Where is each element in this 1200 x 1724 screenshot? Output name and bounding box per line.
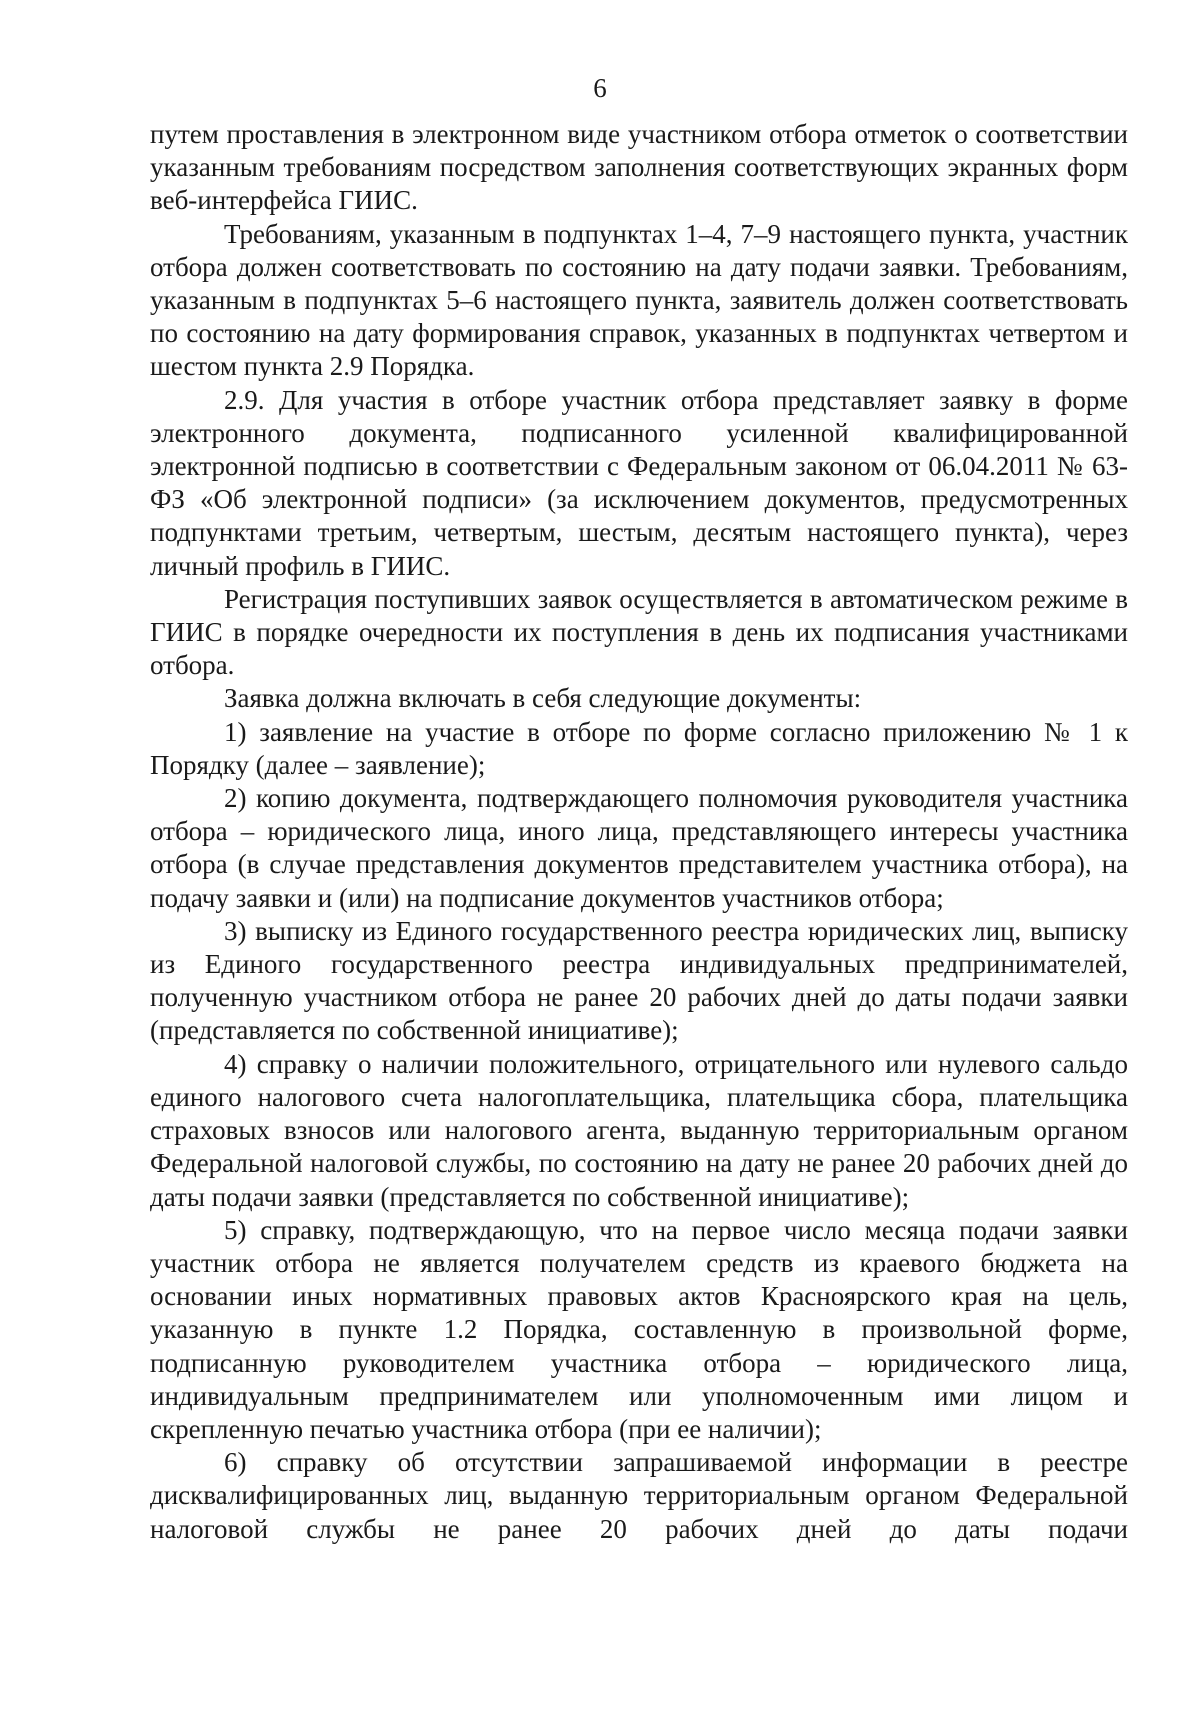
list-item-4: 4) справку о наличии положительного, отрицательного или нулевого сальдо единого налогового счета налогоплательщика, плательщика сбора, плательщика страховых взносов или налогового агента, выданную территориальным органом Федеральной налоговой службы, по состоянию на дату не ранее 20 рабочих дней до даты подачи заявки (представляется по собственной инициативе); [150, 1048, 1128, 1212]
list-item-5: 5) справку, подтверждающую, что на первое число месяца подачи заявки участник отбора не является получателем средств из краевого бюджета на основании иных нормативных правовых актов Красноярского края на цель, указанную в пункте 1.2 Порядка, составленную в произвольной форме, подписанную руководителем участника отбора – юридического лица, индивидуальным предпринимателем или уполномоченным ими лицом и скрепленную печатью участника отбора (при ее наличии); [150, 1214, 1128, 1444]
document-body [150, 118, 1128, 1546]
paragraph-registration: Регистрация поступивших заявок осуществляется в автоматическом режиме в ГИИС в порядке очередности их поступления в день их подписания участниками отбора. [150, 583, 1128, 681]
paragraph-continuation: путем проставления в электронном виде участником отбора отметок о соответствии указанным требованиям посредством заполнения соответствующих экранных форм веб-интерфейса ГИИС. [150, 119, 1128, 216]
paragraph-documents-intro: Заявка должна включать в себя следующие документы: [224, 683, 862, 714]
list-item-6: 6) справку об отсутствии запрашиваемой информации в реестре дисквалифицированных лиц, выданную территориальным органом Федеральной налоговой службы не ранее 20 рабочих дней до даты подачи [150, 1447, 1128, 1544]
paragraph-requirements: Требованиям, указанным в подпунктах 1–4, 7–9 настоящего пункта, участник отбора должен соответствовать по состоянию на дату подачи заявки. Требованиям, указанным в подпунктах 5–6 настоящего пункта, заявитель должен соответствовать по состоянию на дату формирования справок, указанных в подпунктах четвертом и шестом пункта 2.9 Порядка. [150, 218, 1128, 382]
paragraph-2-9: 2.9. Для участия в отборе участник отбора представляет заявку в форме электронного документа, подписанного усиленной квалифицированной электронной подписью в соответствии с Федеральным законом от 06.04.2011 № 63-ФЗ «Об электронной подписи» (за исключением документов, предусмотренных подпунктами третьим, четвертым, шестым, десятым настоящего пункта), через личный профиль в ГИИС. [150, 384, 1128, 581]
list-item-1: 1) заявление на участие в отборе по форме согласно приложению № 1 к Порядку (далее – заявление); [150, 716, 1128, 780]
page-number: 6 [593, 73, 607, 103]
list-item-2: 2) копию документа, подтверждающего полномочия руководителя участника отбора – юридического лица, иного лица, представляющего интересы участника отбора (в случае представления документов представителем участника отбора), на подачу заявки и (или) на подписание документов участников отбора; [150, 783, 1128, 913]
list-item-3: 3) выписку из Единого государственного реестра юридических лиц, выписку из Единого государственного реестра индивидуальных предпринимателей, полученную участником отбора не ранее 20 рабочих дней до даты подачи заявки (представляется по собственной инициативе); [150, 915, 1128, 1046]
